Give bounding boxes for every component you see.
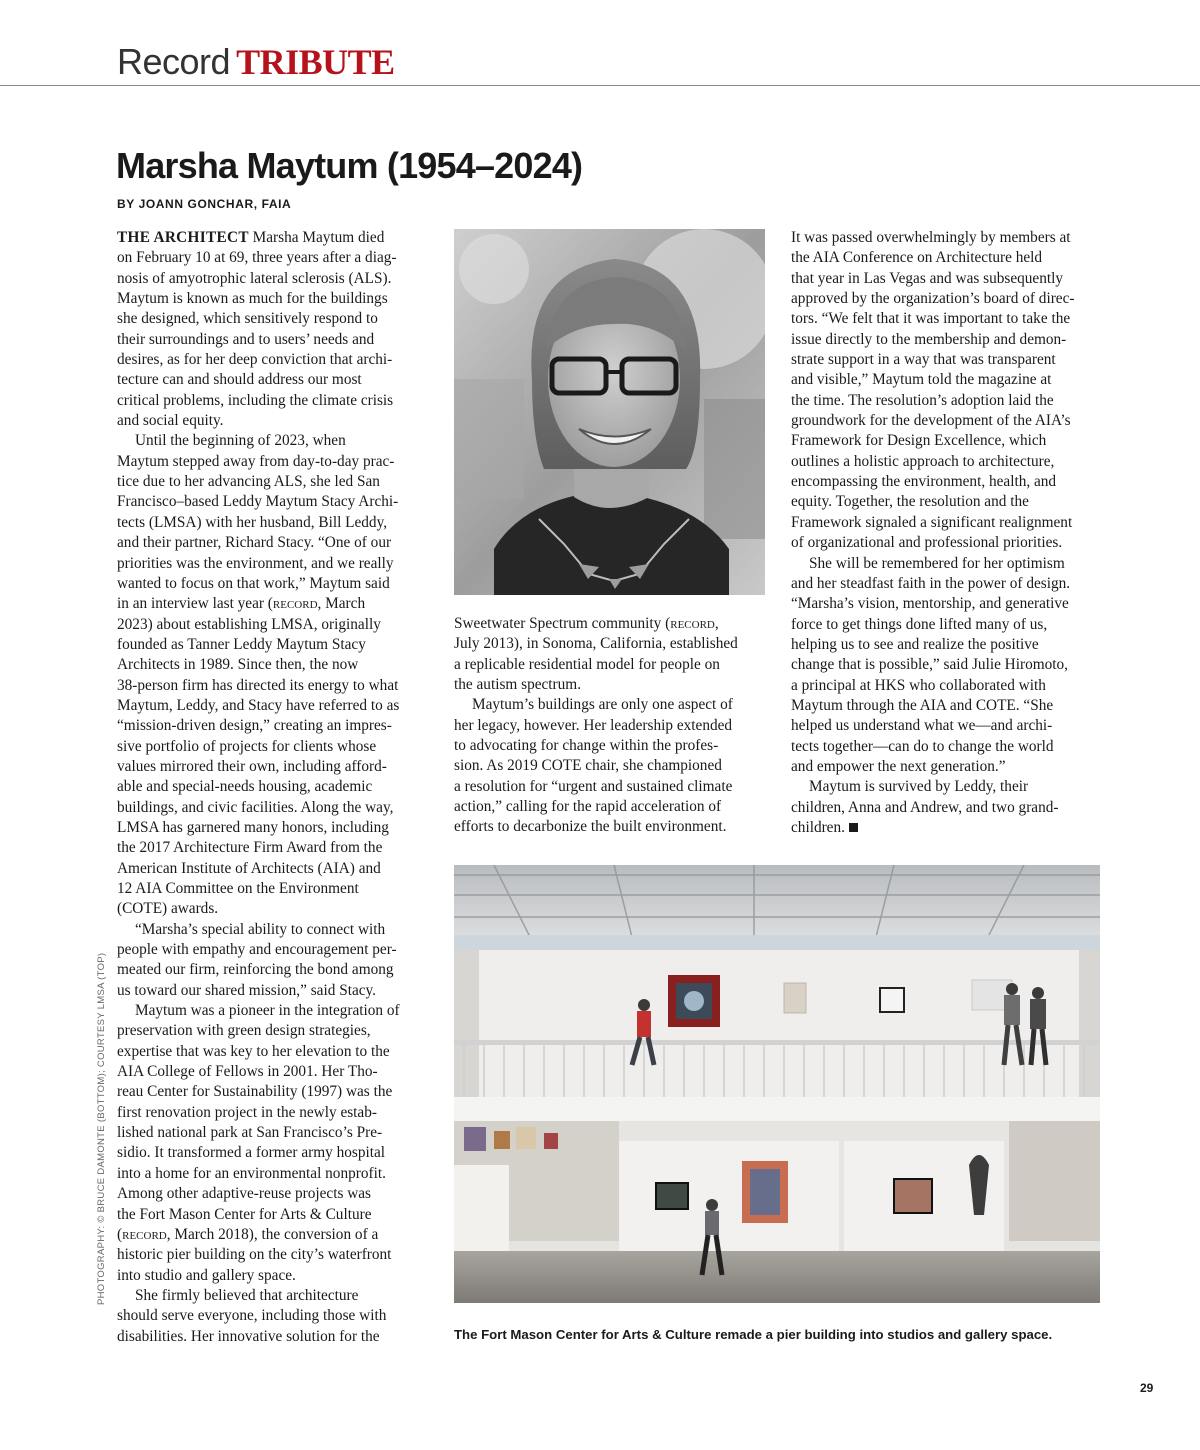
body-line: tice due to her advancing ALS, she led San bbox=[117, 473, 380, 491]
body-line: LMSA has garnered many honors, including bbox=[117, 818, 389, 836]
body-line: strate support in a way that was transparent bbox=[791, 351, 1056, 369]
body-line: us toward our shared mission,” said Stacy. bbox=[117, 981, 377, 999]
body-line: values mirrored their own, including afford- bbox=[117, 757, 387, 775]
body-line: critical problems, including the climate crisis bbox=[117, 391, 394, 409]
byline: BY JOANN GONCHAR, FAIA bbox=[117, 197, 292, 211]
body-line: tects together—can do to change the world bbox=[791, 737, 1054, 755]
body-line: She firmly believed that architecture bbox=[135, 1286, 359, 1304]
lead-in: THE ARCHITECT bbox=[117, 229, 249, 246]
body-line: July 2013), in Sonoma, California, established bbox=[454, 635, 738, 653]
section-title bbox=[117, 40, 395, 84]
body-line: outlines a holistic approach to architecture, bbox=[791, 452, 1055, 470]
body-line: nosis of amyotrophic lateral sclerosis (ALS). bbox=[117, 269, 392, 287]
body-line: “mission-driven design,” creating an impres- bbox=[117, 717, 392, 735]
body-line: “Marsha’s vision, mentorship, and generative bbox=[791, 595, 1069, 613]
photo-caption: The Fort Mason Center for Arts & Culture remade a pier building into studios and gallery space. bbox=[454, 1327, 1053, 1342]
body-line: (COTE) awards. bbox=[117, 900, 219, 918]
body-line: and empower the next generation.” bbox=[791, 757, 1006, 775]
body-line: approved by the organization’s board of direc- bbox=[791, 290, 1075, 308]
body-line: equity. Together, the resolution and the bbox=[791, 493, 1029, 511]
body-line: lished national park at San Francisco’s Pre- bbox=[117, 1124, 383, 1142]
body-line: groundwork for the development of the AIA’s bbox=[791, 412, 1071, 430]
body-line: Maytum was a pioneer in the integration of bbox=[135, 1002, 400, 1020]
body-line: American Institute of Architects (AIA) and bbox=[117, 859, 381, 877]
body-line: tecture can and should address our most bbox=[117, 371, 362, 389]
body-line: expertise that was key to her elevation to the bbox=[117, 1042, 390, 1060]
body-line: she designed, which sensitively respond to bbox=[117, 310, 378, 328]
end-mark-icon bbox=[849, 823, 858, 832]
body-line: the 2017 Architecture Firm Award from the bbox=[117, 839, 383, 857]
body-line: people with empathy and encouragement per- bbox=[117, 941, 397, 959]
body-line: It was passed overwhelmingly by members at bbox=[791, 229, 1071, 246]
body-line: priorities was the environment, and we really bbox=[117, 554, 394, 572]
body-line: 38-person firm has directed its energy to what bbox=[117, 676, 399, 694]
body-line: desires, as for her deep conviction that archi- bbox=[117, 351, 393, 369]
body-line: reau Center for Sustainability (1997) was the bbox=[117, 1083, 393, 1101]
body-line: THE ARCHITECT Marsha Maytum died bbox=[117, 229, 385, 246]
body-line: action,” calling for the rapid acceleration of bbox=[454, 798, 722, 816]
body-line: (record, March 2018), the conversion of a bbox=[117, 1225, 379, 1243]
body-line: sion. As 2019 COTE chair, she championed bbox=[454, 757, 722, 775]
body-line: 12 AIA Committee on the Environment bbox=[117, 880, 359, 897]
body-line: Maytum stepped away from day-to-day prac- bbox=[117, 452, 395, 470]
gallery-illustration bbox=[454, 865, 1100, 1303]
body-line: force to get things done lifted many of us, bbox=[791, 615, 1048, 633]
body-line: and their partner, Richard Stacy. “One of our bbox=[117, 534, 392, 552]
record-smallcaps: record bbox=[670, 615, 715, 632]
portrait-illustration bbox=[454, 229, 765, 595]
body-line: Maytum through the AIA and COTE. “She bbox=[791, 696, 1054, 714]
body-line: the autism spectrum. bbox=[454, 676, 582, 694]
body-line: in an interview last year (record, March bbox=[117, 595, 366, 613]
body-line: the time. The resolution’s adoption laid the bbox=[791, 391, 1054, 409]
body-line: encompassing the environment, health, and bbox=[791, 473, 1057, 491]
body-line: and visible,” Maytum told the magazine at bbox=[791, 371, 1052, 389]
body-line: Framework signaled a significant realignment bbox=[791, 513, 1073, 531]
body-line: efforts to decarbonize the built environment. bbox=[454, 818, 727, 836]
body-line: Maytum, Leddy, and Stacy have referred to as bbox=[117, 696, 400, 714]
body-line: tects (LMSA) with her husband, Bill Leddy, bbox=[117, 513, 388, 531]
text-column-1 bbox=[117, 228, 432, 1347]
gallery-photo bbox=[454, 865, 1100, 1303]
record-smallcaps: record bbox=[122, 1225, 167, 1243]
body-line: tors. “We felt that it was important to take the bbox=[791, 310, 1071, 328]
body-line: of organizational and professional priorities. bbox=[791, 534, 1063, 552]
body-line: Maytum is known as much for the buildings bbox=[117, 290, 388, 308]
body-line: Maytum’s buildings are only one aspect of bbox=[472, 696, 733, 714]
body-line: disabilities. Her innovative solution for the bbox=[117, 1327, 380, 1345]
body-line: into studio and gallery space. bbox=[117, 1266, 296, 1284]
body-line: her legacy, however. Her leadership extended bbox=[454, 716, 733, 734]
body-line: AIA College of Fellows in 2001. Her Tho- bbox=[117, 1063, 378, 1081]
body-line: buildings, and civic facilities. Along the way, bbox=[117, 798, 394, 816]
body-line: a principal at HKS who collaborated with bbox=[791, 676, 1046, 694]
body-line: their surroundings and to users’ needs and bbox=[117, 330, 375, 348]
body-line: change that is possible,” said Julie Hiromoto, bbox=[791, 656, 1068, 674]
body-line: a resolution for “urgent and sustained climate bbox=[454, 777, 733, 795]
section-title-light: Record bbox=[117, 41, 231, 82]
body-line: on February 10 at 69, three years after a diag- bbox=[117, 249, 397, 267]
body-line: that year in Las Vegas and was subsequently bbox=[791, 269, 1064, 287]
body-line: children, Anna and Andrew, and two grand- bbox=[791, 798, 1059, 816]
body-line: Until the beginning of 2023, when bbox=[135, 432, 346, 450]
body-line: founded as Tanner Leddy Maytum Stacy bbox=[117, 635, 366, 653]
body-line: historic pier building on the city’s waterfront bbox=[117, 1246, 392, 1264]
body-line: the AIA Conference on Architecture held bbox=[791, 249, 1043, 267]
body-line: children. bbox=[791, 818, 1106, 838]
page-header bbox=[0, 0, 1200, 86]
body-line: meated our firm, reinforcing the bond among bbox=[117, 961, 394, 979]
body-line: Francisco–based Leddy Maytum Stacy Archi- bbox=[117, 493, 399, 511]
photo-credit: PHOTOGRAPHY: © BRUCE DAMONTE (BOTTOM); COURTESY LMSA (TOP) bbox=[96, 952, 107, 1305]
body-line: the Fort Mason Center for Arts & Culture bbox=[117, 1205, 372, 1223]
article-title: Marsha Maytum (1954–2024) bbox=[116, 145, 583, 186]
body-line: helped us understand what we—and archi- bbox=[791, 717, 1053, 735]
body-line: 2023) about establishing LMSA, originally bbox=[117, 615, 381, 633]
record-smallcaps: record bbox=[272, 595, 318, 613]
body-line: able and special-needs housing, academic bbox=[117, 778, 373, 796]
body-line: Sweetwater Spectrum community (record, bbox=[454, 615, 719, 632]
body-line: sidio. It transformed a former army hospital bbox=[117, 1144, 386, 1162]
body-line: and her steadfast faith in the power of design. bbox=[791, 574, 1071, 592]
text-column-2 bbox=[454, 614, 769, 838]
section-title-bold: TRIBUTE bbox=[236, 42, 395, 82]
body-line: to advocating for change within the profes- bbox=[454, 737, 719, 755]
text-column-3 bbox=[791, 228, 1106, 838]
portrait-photo bbox=[454, 229, 765, 595]
body-line: first renovation project in the newly estab- bbox=[117, 1103, 377, 1121]
body-line: preservation with green design strategies, bbox=[117, 1022, 371, 1040]
page-number: 29 bbox=[1140, 1381, 1154, 1395]
body-line: into a home for an environmental nonprofit. bbox=[117, 1164, 386, 1182]
body-line: and social equity. bbox=[117, 412, 224, 430]
body-line: Maytum is survived by Leddy, their bbox=[809, 778, 1029, 796]
body-line: should serve everyone, including those with bbox=[117, 1307, 387, 1325]
body-line: She will be remembered for her optimism bbox=[809, 554, 1065, 572]
body-line: Among other adaptive-reuse projects was bbox=[117, 1185, 372, 1203]
body-line: Architects in 1989. Since then, the now bbox=[117, 656, 359, 674]
body-line: Framework for Design Excellence, which bbox=[791, 432, 1047, 450]
body-line: “Marsha’s special ability to connect with bbox=[135, 920, 386, 938]
body-line: a replicable residential model for people on bbox=[454, 655, 720, 673]
body-line: wanted to focus on that work,” Maytum said bbox=[117, 574, 390, 592]
body-line: helping us to see and realize the positive bbox=[791, 635, 1039, 653]
body-line: sive portfolio of projects for clients whose bbox=[117, 737, 377, 755]
body-line: issue directly to the membership and demon- bbox=[791, 330, 1067, 348]
